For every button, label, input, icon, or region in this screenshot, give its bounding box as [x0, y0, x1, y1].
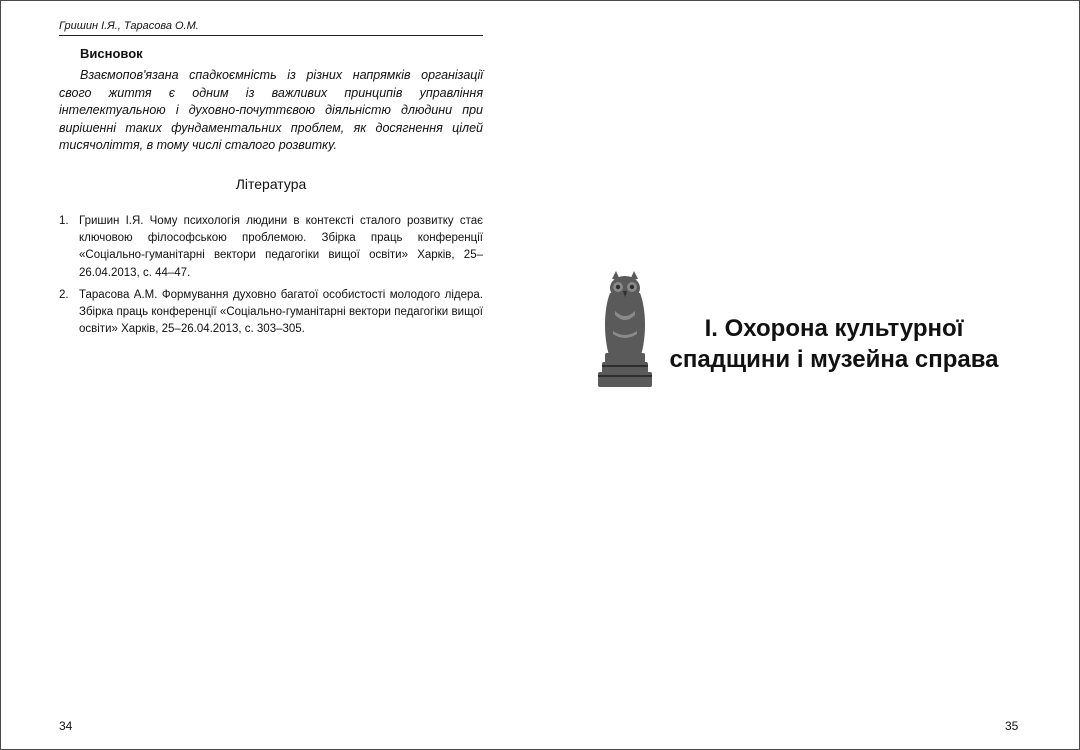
chapter-title-line-2: спадщини і музейна справа [669, 346, 999, 373]
reference-number: 1. [59, 215, 69, 227]
chapter-title [657, 313, 1011, 375]
reference-item [59, 287, 483, 339]
chapter-title-line-1: І. Охорона культурної [704, 315, 964, 342]
references-title: Література [235, 176, 307, 192]
page-number-right: 35 [1005, 719, 1019, 733]
owl-statue-icon [595, 271, 655, 391]
reference-item [59, 213, 483, 282]
page-number-left: 34 [59, 719, 73, 733]
reference-number: 2. [59, 288, 69, 301]
reference-text: Тарасова А.М. Формування духовно багатої особистості молодого лідера. Збірка праць конференції «Соціально-гуманітарні вектори педагогіки вищої освіти» Харків, 25–26.04.2013, с. 303–305. [79, 288, 483, 336]
left-page [1, 1, 541, 749]
right-page [541, 1, 1079, 749]
reference-text: Гришин І.Я. Чому психологія людини в контексті сталого розвитку стає ключовою філософською проблемою. Збірка праць конференції «Соціально-гуманітарні вектори педагогіки вищої освіти» Харків, 25–26.04.2013, с. 44–47. [79, 215, 483, 279]
running-head: Гришин І.Я., Тарасова О.М. [59, 20, 483, 36]
conclusion-paragraph: Взаємопов'язана спадкоємність із різних напрямків організації свого життя є одним із важливих принципів управління інтелектуальною і духовно-почуттєвою діяльністю длюдини при вирішенні таких фундаментальних проблем, як досягнення цілей тисячоліття, в тому числі сталого розвитку. [59, 68, 483, 153]
references-list [59, 213, 483, 343]
section-heading: Висновок [80, 46, 143, 61]
